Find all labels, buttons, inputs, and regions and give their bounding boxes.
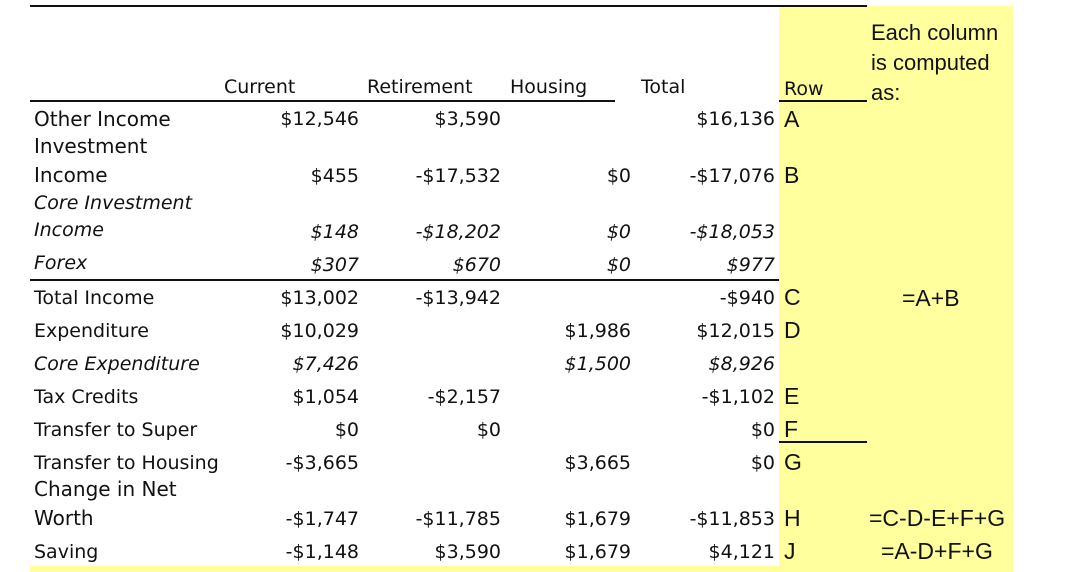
cell-investment-income-current: $455 [310,165,359,187]
cell-investment-income-retirement: -$17,532 [415,165,501,187]
row-label-change-net-worth-line2: Worth [34,506,94,530]
formula-change-net-worth: =C-D-E+F+G [869,505,1006,531]
row-label-investment-income-line2: Income [34,163,108,187]
row-header-rule [779,100,867,102]
row-letter-c: C [784,284,801,310]
row-label-investment-income-line1: Investment [34,134,148,158]
row-label-expenditure: Expenditure [34,320,149,342]
cell-saving-retirement: $3,590 [434,541,501,563]
row-label-core-expenditure: Core Expenditure [34,353,200,375]
header-row: Row [784,78,824,100]
cell-forex-housing: $0 [606,254,631,276]
row-label-core-investment-income-line2: Income [34,219,104,241]
cell-transfer-super-current: $0 [334,419,359,441]
cell-forex-total: $977 [726,254,775,276]
cell-other-income-retirement: $3,590 [434,108,501,130]
cell-tax-credits-retirement: -$2,157 [427,386,501,408]
cell-other-income-current: $12,546 [280,108,359,130]
top-rule [30,5,867,7]
row-label-tax-credits: Tax Credits [34,386,139,408]
cell-core-investment-income-retirement: -$18,202 [415,221,501,243]
cell-change-net-worth-total: -$11,853 [689,508,775,530]
cell-transfer-super-retirement: $0 [476,419,501,441]
formula-column-title: Each column is computed as: [871,20,999,105]
cell-change-net-worth-housing: $1,679 [564,508,631,530]
row-label-forex: Forex [34,252,88,274]
row-letter-g: G [784,449,802,475]
row-label-transfer-super: Transfer to Super [34,419,198,441]
header-total: Total [641,76,686,98]
cell-change-net-worth-retirement: -$11,785 [415,508,501,530]
cell-transfer-housing-housing: $3,665 [564,452,631,474]
row-letter-h: H [784,505,801,531]
cell-core-investment-income-current: $148 [310,221,359,243]
cell-expenditure-housing: $1,986 [564,320,631,342]
row-letter-a: A [784,106,800,132]
cell-tax-credits-total: -$1,102 [701,386,775,408]
cell-core-expenditure-current: $7,426 [292,353,359,375]
cell-core-expenditure-total: $8,926 [708,353,775,375]
row-letter-f: F [784,416,799,442]
header-housing: Housing [510,76,588,98]
row-label-core-investment-income-line1: Core Investment [34,192,193,214]
row-letter-d: D [784,317,801,343]
cell-core-investment-income-total: -$18,053 [689,221,775,243]
row-letter-b: B [784,162,800,188]
cell-saving-housing: $1,679 [564,541,631,563]
row-label-change-net-worth-line1: Change in Net [34,477,177,501]
cell-transfer-housing-current: -$3,665 [285,452,359,474]
cell-expenditure-current: $10,029 [280,320,359,342]
cell-investment-income-total: -$17,076 [689,165,775,187]
cell-transfer-super-total: $0 [750,419,775,441]
bottom-highlight-strip [30,566,779,572]
cell-expenditure-total: $12,015 [696,320,775,342]
cell-saving-current: -$1,148 [285,541,359,563]
row-label-total-income: Total Income [34,287,155,309]
row-label-other-income: Other Income [34,107,171,131]
cell-total-income-total: -$940 [719,287,775,309]
cell-other-income-total: $16,136 [696,108,775,130]
cell-forex-retirement: $670 [452,254,501,276]
cell-change-net-worth-current: -$1,747 [285,508,359,530]
cell-transfer-housing-total: $0 [750,452,775,474]
cell-tax-credits-current: $1,054 [292,386,359,408]
cell-core-investment-income-housing: $0 [606,221,631,243]
cell-investment-income-housing: $0 [606,165,631,187]
header-rule [30,100,615,102]
header-retirement: Retirement [367,76,473,98]
total-income-rule [30,279,779,281]
row-letter-e: E [784,383,800,409]
row-letter-j: J [784,538,796,564]
row-label-saving: Saving [34,541,99,563]
row-label-transfer-housing: Transfer to Housing [34,452,219,474]
cell-core-expenditure-housing: $1,500 [564,353,631,375]
cell-total-income-current: $13,002 [280,287,359,309]
cell-saving-total: $4,121 [708,541,775,563]
cell-total-income-retirement: -$13,942 [415,287,501,309]
formula-saving: =A-D+F+G [881,538,993,564]
header-current: Current [224,76,296,98]
cell-forex-current: $307 [310,254,359,276]
formula-total-income: =A+B [902,285,960,311]
